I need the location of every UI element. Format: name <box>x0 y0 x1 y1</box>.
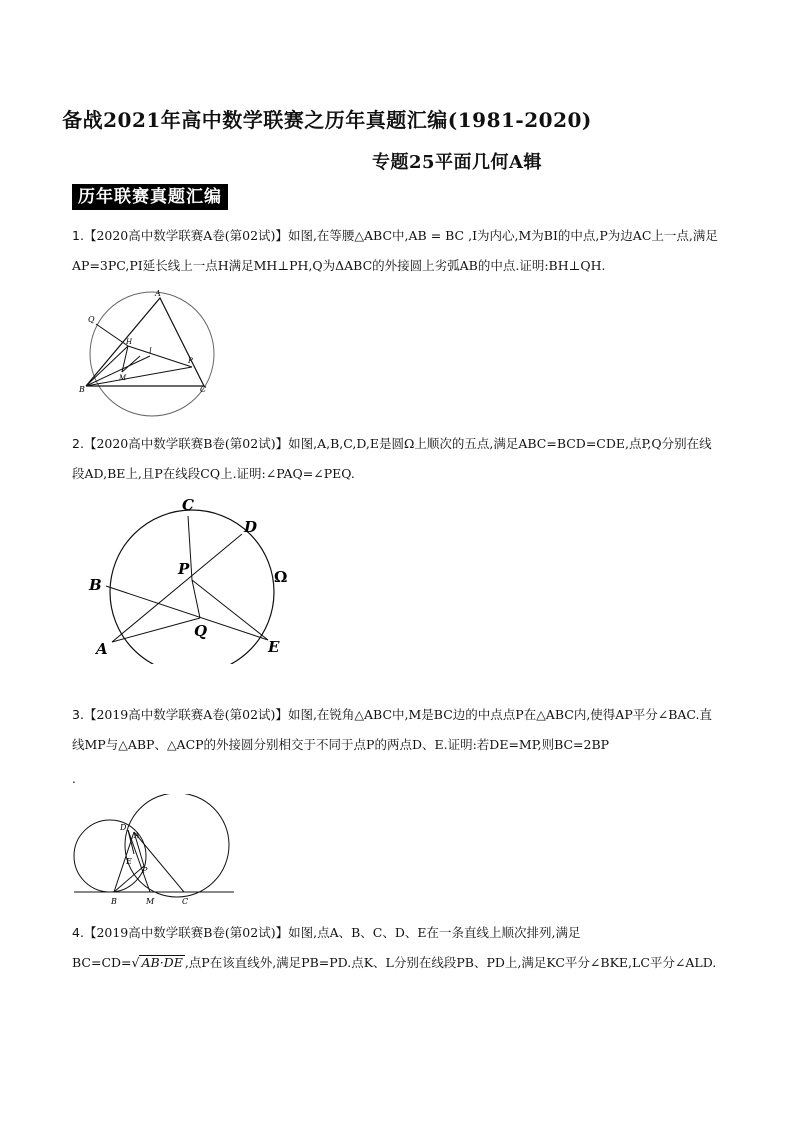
problem-source: 【2019高中数学联赛B卷(第02试)】 <box>83 925 289 940</box>
fig1-label-m: M <box>119 374 127 382</box>
fig2-label-c: C <box>182 496 194 514</box>
problem-text: 如图,A,B,C,D,E是圆Ω上顺次的五点,满足ABC=BCD=CDE,点P,Q分别在线段AD,BE上,且P在线段CQ上.证明:∠PAQ=∠PEQ. <box>72 436 712 481</box>
problem-3 <box>72 700 722 760</box>
fig3-label-m: M <box>146 897 155 906</box>
problem-number: 4. <box>72 925 84 940</box>
fig2-label-omega: Ω <box>274 568 288 586</box>
problem-source: 【2019高中数学联赛A卷(第02试)】 <box>83 707 288 722</box>
problem-text-c: ,点P在该直线外,满足PB=PD.点K、L分别在线段PB、PD上,满足KC平分∠BKE,LC平分∠ALD. <box>184 955 717 970</box>
fig3-label-a: A <box>134 831 140 840</box>
fig3-label-p: P <box>142 866 148 875</box>
fig2-label-e: E <box>268 638 280 656</box>
fig1-label-h: H <box>126 338 133 346</box>
stray-period: . <box>72 772 76 786</box>
fig3-label-b: B <box>111 897 117 906</box>
problem-number: 3. <box>72 707 84 722</box>
problem-1 <box>72 221 722 281</box>
problem-text-b: BC=CD= <box>72 955 132 970</box>
problem-source: 【2020高中数学联赛B卷(第02试)】 <box>83 436 289 451</box>
sqrt-sign: √ <box>131 955 140 970</box>
problem-text: 如图,在等腰△ABC中,AB = BC ,I为内心,M为BI的中点,P为边AC上一点,满足AP=3PC,PI延长线上一点H满足MH⊥PH,Q为ΔABC的外接圆上劣弧AB的中点.证明:BH⊥QH. <box>72 228 718 273</box>
problem-number: 2. <box>72 436 84 451</box>
section-banner: 历年联赛真题汇编 <box>72 184 228 210</box>
fig2-label-d: D <box>244 518 258 536</box>
problem-text: 如图,在锐角△ABC中,M是BC边的中点点P在△ABC内,使得AP平分∠BAC.直线MP与△ABP、△ACP的外接圆分别相交于不同于点P的两点D、E.证明:若DE=MP,则BC=2BP <box>72 707 713 752</box>
figure-2-diagram <box>84 494 304 664</box>
page-subtitle: 专题25平面几何A辑 <box>371 152 542 173</box>
figure-2 <box>84 494 304 664</box>
figure-3 <box>72 794 242 906</box>
figure-3-diagram <box>72 794 242 906</box>
fig2-label-b: B <box>89 576 102 594</box>
fig2-label-a: A <box>96 640 108 658</box>
fig3-label-e: E <box>126 857 132 866</box>
problem-text-a: 如图,点A、B、C、D、E在一条直线上顺次排列,满足 <box>288 925 581 940</box>
problem-source: 【2020高中数学联赛A卷(第02试)】 <box>83 228 288 243</box>
problem-4 <box>72 918 722 978</box>
fig1-label-b: B <box>79 385 85 394</box>
fig1-label-a: A <box>155 289 161 298</box>
fig1-label-q: Q <box>88 315 95 324</box>
fig3-label-d: D <box>120 823 127 832</box>
figure-1 <box>76 284 226 420</box>
sqrt-radicand: AB·DE <box>141 955 183 970</box>
fig2-label-p: P <box>178 560 190 578</box>
fig2-label-q: Q <box>194 622 208 640</box>
fig1-label-p: P <box>188 357 193 365</box>
problem-number: 1. <box>72 228 84 243</box>
figure-1-diagram <box>76 284 226 420</box>
fig1-label-i: I <box>149 347 152 355</box>
page-title: 备战2021年高中数学联赛之历年真题汇编(1981-2020) <box>62 108 592 132</box>
problem-2 <box>72 429 722 489</box>
fig1-label-c: C <box>200 385 207 394</box>
fig3-label-c: C <box>182 897 189 906</box>
